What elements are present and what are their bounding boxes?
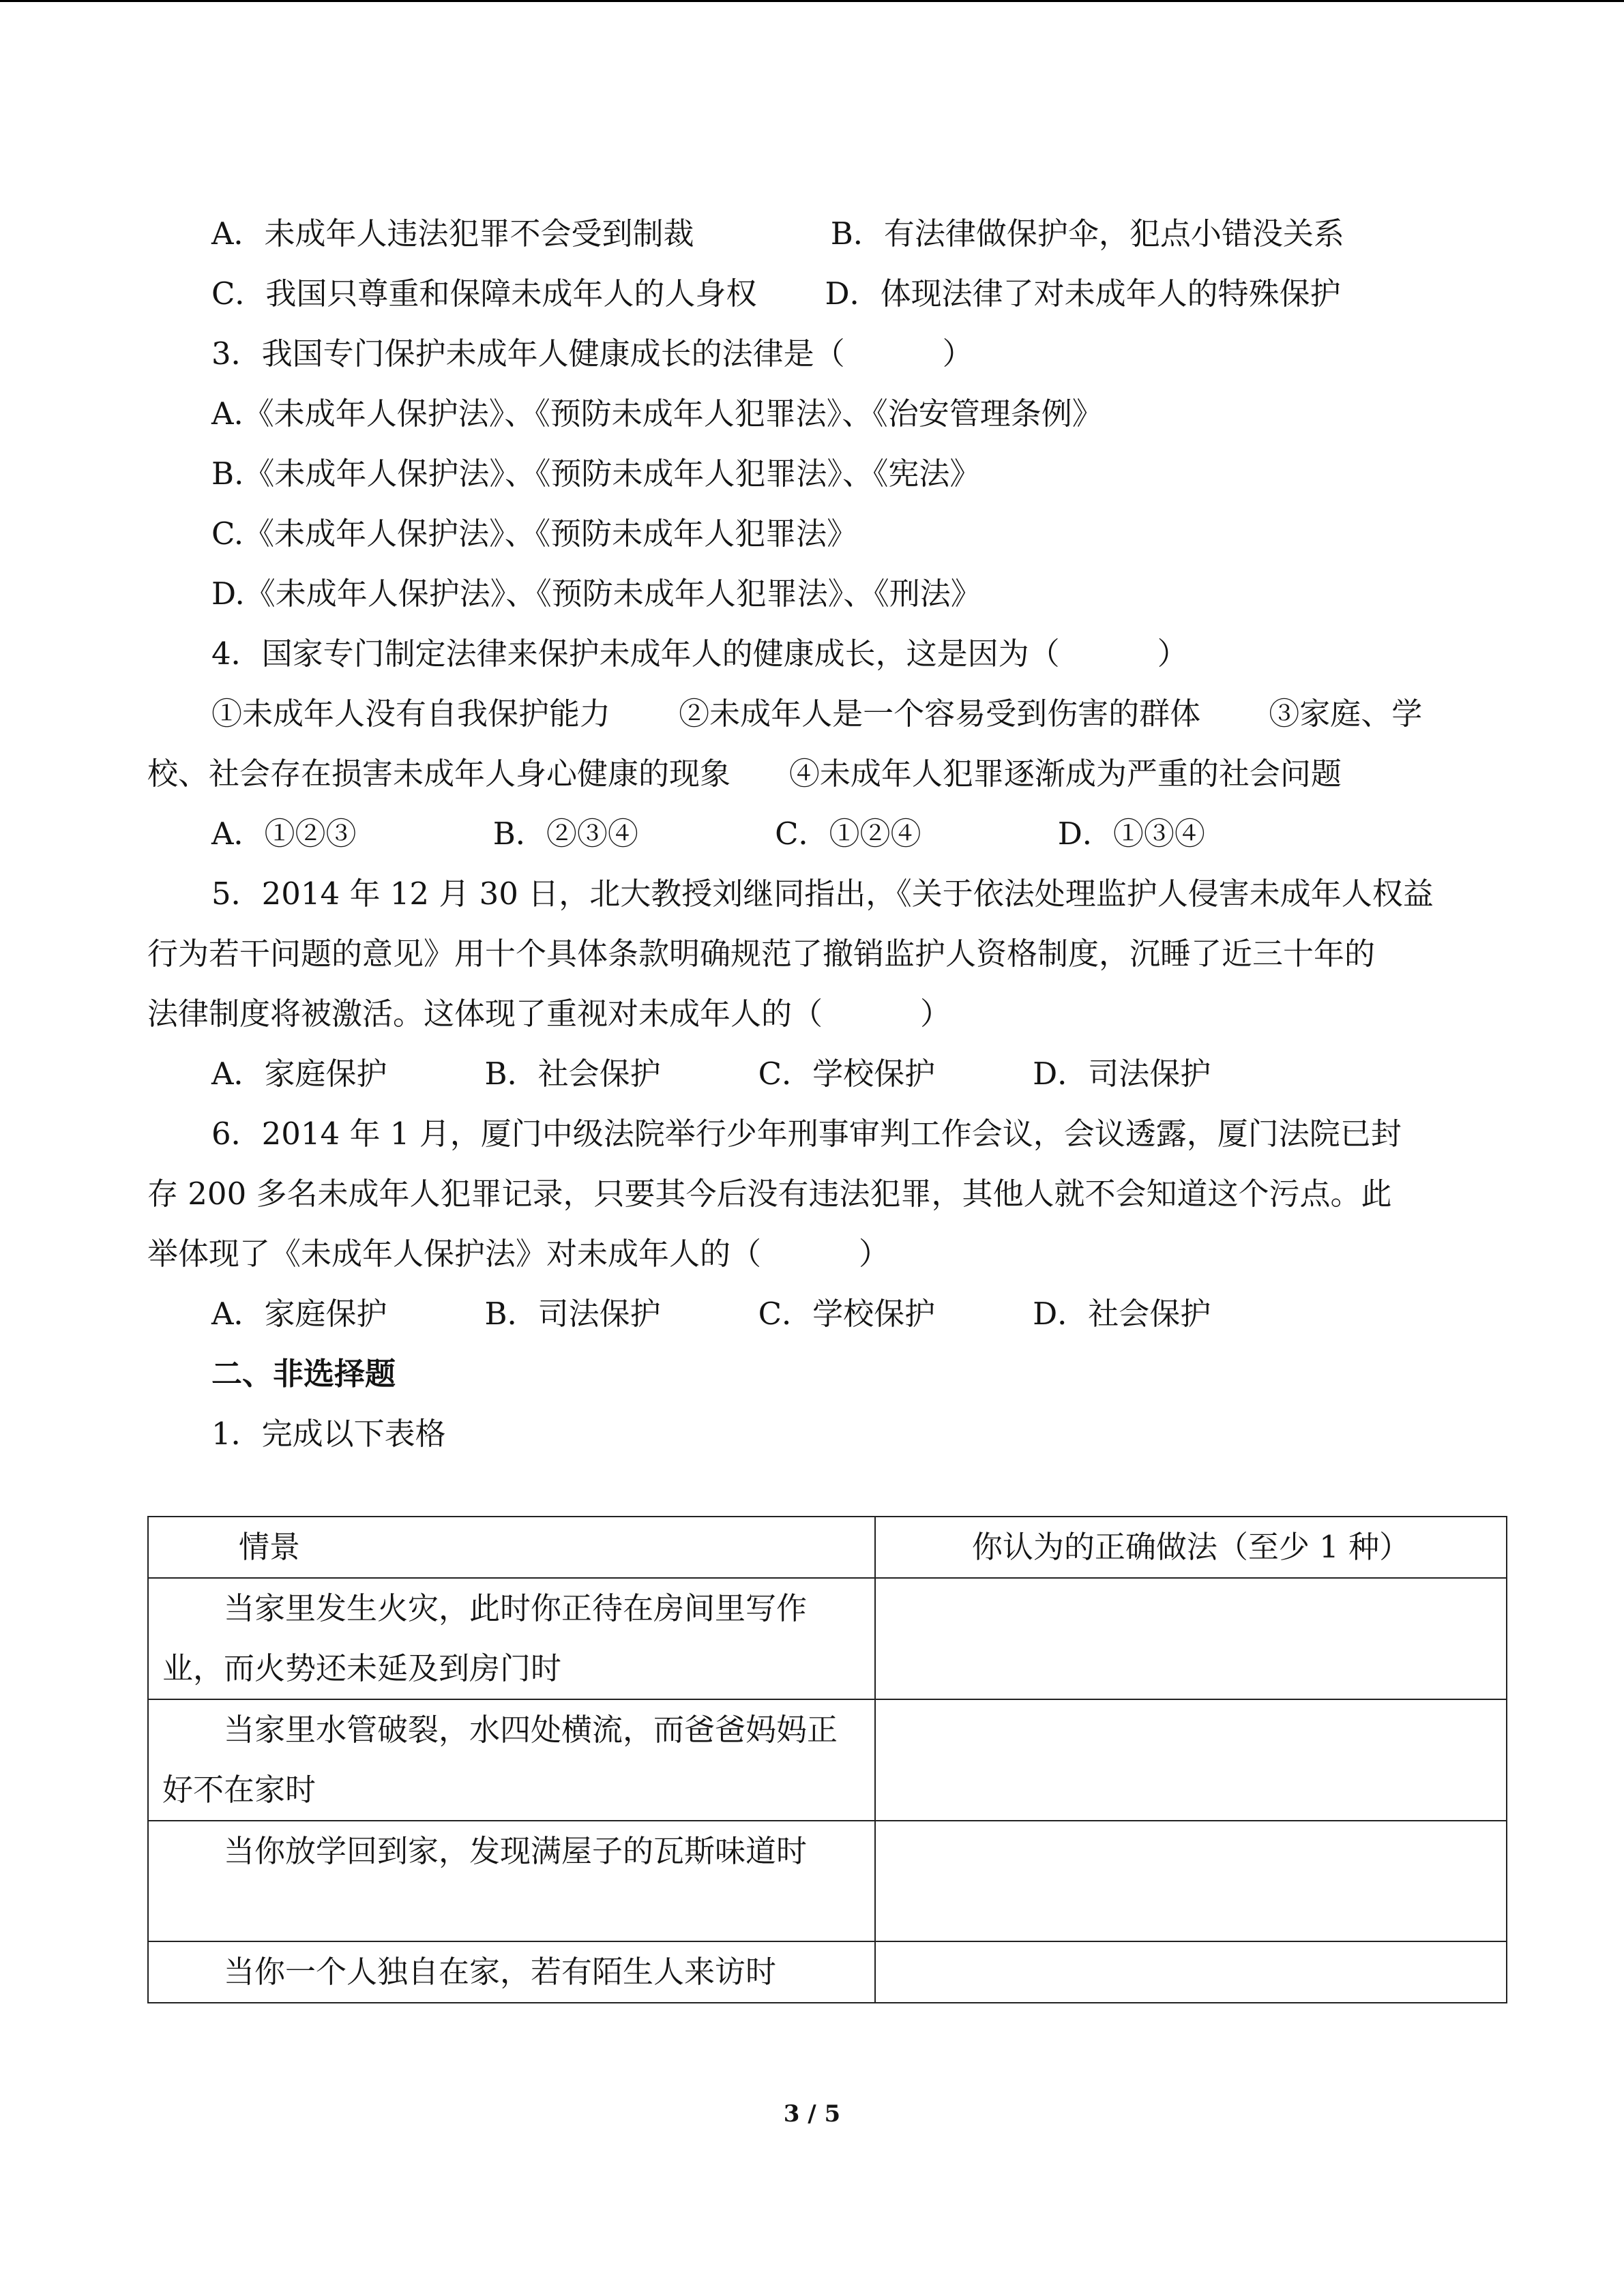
q3-stem: 3．我国专门保护未成年人健康成长的法律是（ ） <box>211 336 973 372</box>
q1-instruction: 1．完成以下表格 <box>211 1416 446 1452</box>
q6-options: A．家庭保护 B．司法保护 C．学校保护 D．社会保护 <box>211 1296 1211 1332</box>
table-row <box>148 1699 1507 1821</box>
answer-cell[interactable] <box>875 1699 1507 1821</box>
scenario-cell <box>148 1699 875 1821</box>
table-header-cell <box>148 1517 875 1578</box>
answer-cell[interactable] <box>875 1821 1507 1941</box>
scenario-cell <box>148 1941 875 2003</box>
q6-stem-line2: 存 200 多名未成年人犯罪记录，只要其今后没有违法犯罪，其他人就不会知道这个污点。此 <box>147 1176 1392 1212</box>
answer-cell[interactable] <box>875 1941 1507 2003</box>
q6-stem-line1: 6．2014 年 1 月，厦门中级法院举行少年刑事审判工作会议，会议透露，厦门法院已封 <box>211 1116 1402 1152</box>
q4-options: A．①②③ B．②③④ C．①②④ D．①③④ <box>211 816 1205 852</box>
q3-option-a: A.《未成年人保护法》、《预防未成年人犯罪法》、《治安管理条例》 <box>211 396 1103 432</box>
q3-option-c: C.《未成年人保护法》、《预防未成年人犯罪法》 <box>211 516 858 552</box>
table-header-row <box>148 1517 1507 1578</box>
header-scenario: 情景 <box>239 1529 301 1565</box>
table-row <box>148 1821 1507 1941</box>
q3-option-d: D.《未成年人保护法》、《预防未成年人犯罪法》、《刑法》 <box>211 576 981 612</box>
q4-statements-line2: 校、社会存在损害未成年人身心健康的现象 ④未成年人犯罪逐渐成为严重的社会问题 <box>147 756 1342 792</box>
q4-statements-line1: ①未成年人没有自我保护能力 ②未成年人是一个容易受到伤害的群体 ③家庭、学 <box>211 696 1423 732</box>
scenario-text: 当家里发生火灾，此时你正待在房间里写作业，而火势还未延及到房门时 <box>162 1590 808 1686</box>
table-row <box>148 1941 1507 2003</box>
q2-option-ab: A．未成年人违法犯罪不会受到制裁 B．有法律做保护伞，犯点小错没关系 <box>211 215 1344 252</box>
q4-stem: 4．国家专门制定法律来保护未成年人的健康成长，这是因为（ ） <box>211 636 1188 672</box>
scenario-text: 当你放学回到家，发现满屋子的瓦斯味道时 <box>224 1833 808 1869</box>
top-border-line <box>0 0 1624 2</box>
q2-option-cd: C．我国只尊重和保障未成年人的人身权 D．体现法律了对未成年人的特殊保护 <box>211 275 1341 312</box>
section-heading-non-choice: 二、非选择题 <box>211 1356 396 1392</box>
header-answer: 你认为的正确做法（至少 1 种） <box>971 1529 1411 1565</box>
page-number: 3 / 5 <box>783 2100 841 2128</box>
scenario-table <box>147 1516 1507 2003</box>
table-header-cell <box>875 1517 1507 1578</box>
q5-options: A．家庭保护 B．社会保护 C．学校保护 D．司法保护 <box>211 1056 1211 1092</box>
scenario-text: 当你一个人独自在家，若有陌生人来访时 <box>224 1954 777 1990</box>
q5-stem-line3: 法律制度将被激活。这体现了重视对未成年人的（ ） <box>147 996 951 1032</box>
answer-cell[interactable] <box>875 1578 1507 1699</box>
q5-stem-line2: 行为若干问题的意见》用十个具体条款明确规范了撤销监护人资格制度，沉睡了近三十年的 <box>147 936 1376 972</box>
scenario-cell <box>148 1578 875 1699</box>
q5-stem-line1: 5．2014 年 12 月 30 日，北大教授刘继同指出，《关于依法处理监护人侵害未成年人权益 <box>211 876 1434 912</box>
table-row <box>148 1578 1507 1699</box>
q3-option-b: B.《未成年人保护法》、《预防未成年人犯罪法》、《宪法》 <box>211 456 981 492</box>
scenario-cell <box>148 1821 875 1941</box>
q6-stem-line3: 举体现了《未成年人保护法》对未成年人的（ ） <box>147 1236 890 1272</box>
scenario-text: 当家里水管破裂，水四处横流，而爸爸妈妈正好不在家时 <box>162 1712 838 1808</box>
